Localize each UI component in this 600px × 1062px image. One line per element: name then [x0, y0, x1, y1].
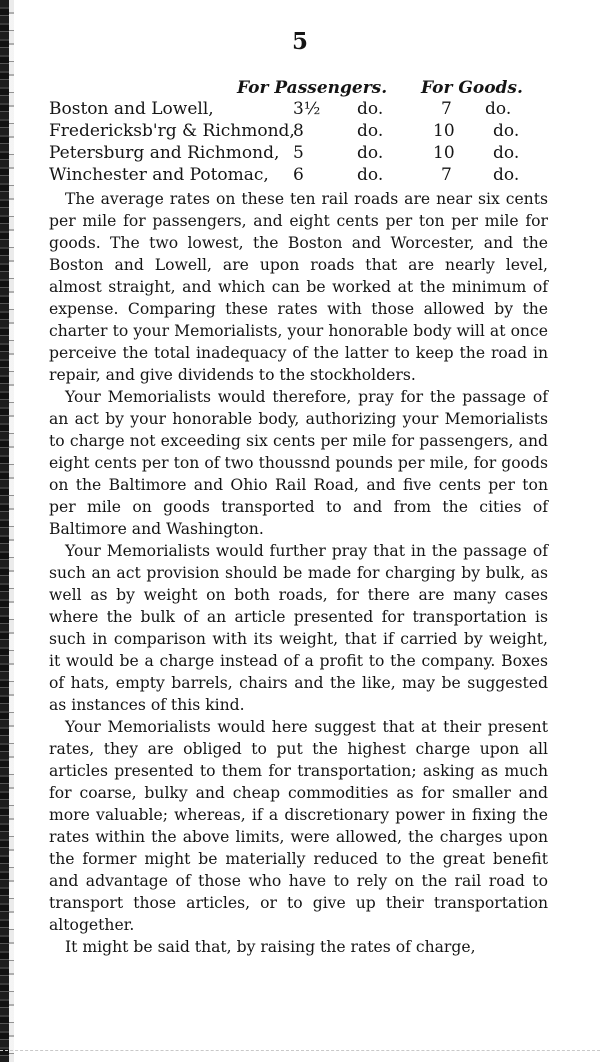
- memorial-text: [49, 188, 548, 958]
- paragraph-average-rates: The average rates on these ten rail roads are near six cents per mile for passengers, and eight cents per ton per mile for goods. The two lowest, the Boston and Worcester, and the Boston and Lowell, are upon roads that are nearly level, almost straight, and which can be worked at the minimum of expense. Comparing these rates with those allowed by the charter to your Memorialists, your honorable body will at once perceive the total inadequacy of the latter to keep the road in repair, and give dividends to the stockholders.: [49, 190, 548, 384]
- row-road: Petersburg and Richmond,: [49, 143, 280, 163]
- row-passenger-rate: 8: [293, 121, 304, 141]
- page-number: 5: [291, 28, 308, 55]
- header-for-passengers: For Passengers.: [237, 78, 388, 98]
- row-ditto: do.: [493, 121, 520, 141]
- row-road: Fredericksb'rg & Richmond,: [49, 121, 295, 141]
- row-ditto: do.: [493, 165, 520, 185]
- row-goods-rate: 10: [433, 121, 455, 141]
- row-goods-rate: 7: [441, 165, 452, 185]
- header-for-goods: For Goods.: [421, 78, 523, 98]
- paragraph-prayer-for-act: Your Memorialists would therefore, pray for the passage of an act by your honorable body, authorizing your Memorialists to charge not exceeding six cents per mile for passengers, and eight cents per ton of two thoussnd pounds per mile, for goods on the Baltimore and Ohio Rail Road, and five cents per ton per mile on goods transported to and from the cities of Baltimore and Washington.: [49, 388, 548, 538]
- row-goods-rate: 7: [441, 99, 452, 119]
- row-ditto: do.: [357, 143, 384, 163]
- paragraph-charging-by-bulk: Your Memorialists would further pray that in the passage of such an act provision should be made for charging by bulk, as well as by weight on both roads, for there are many cases where the bulk of an article presented for transportation is such in comparison with its weight, that if carried by weight, it would be a charge instead of a profit to the company. Boxes of hats, empty barrels, chairs and the like, may be suggested as instances of this kind.: [49, 542, 548, 714]
- row-road: Boston and Lowell,: [49, 99, 214, 119]
- row-passenger-rate: 3½: [293, 99, 321, 119]
- table-row: [49, 165, 559, 187]
- row-road: Winchester and Potomac,: [49, 165, 269, 185]
- rates-table-header: [49, 78, 559, 99]
- paragraph-continuation: It might be said that, by raising the rates of charge,: [65, 938, 476, 956]
- row-goods-rate: 10: [433, 143, 455, 163]
- table-row: [49, 143, 559, 165]
- row-ditto: do.: [357, 165, 384, 185]
- row-ditto: do.: [357, 99, 384, 119]
- table-row: [49, 99, 559, 121]
- page-binding-shadow: [9, 0, 14, 1062]
- rates-table: [49, 78, 559, 187]
- row-passenger-rate: 5: [293, 143, 304, 163]
- paragraph-discretionary-power: Your Memorialists would here suggest that at their present rates, they are obliged to put the highest charge upon all articles presented to them for transportation; asking as much for coarse, bulky and cheap commodities as for smaller and more valuable; whereas, if a discretionary power in fixing the rates within the above limits, were allowed, the charges upon the former might be materially reduced to the great benefit and advantage of those who have to rely on the rail road to transport those articles, or to give up their transportation altogether.: [49, 718, 548, 934]
- page-binding-edge: [0, 0, 9, 1062]
- row-ditto: do.: [357, 121, 384, 141]
- row-ditto: do.: [493, 143, 520, 163]
- page-bottom-edge: [0, 1050, 600, 1051]
- table-row: [49, 121, 559, 143]
- row-ditto: do.: [485, 99, 512, 119]
- row-passenger-rate: 6: [293, 165, 304, 185]
